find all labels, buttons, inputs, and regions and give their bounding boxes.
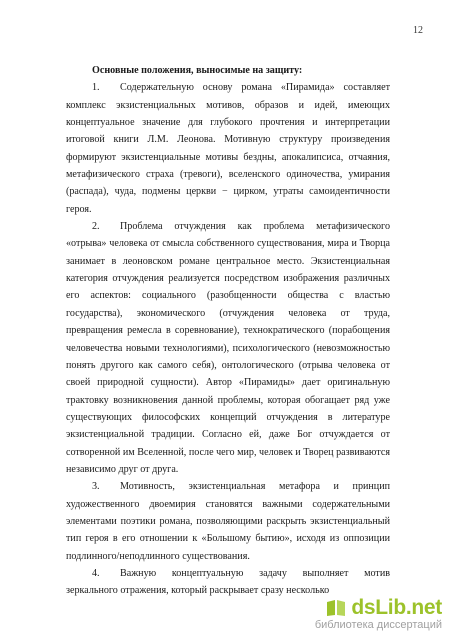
paragraph-number: 1.	[92, 82, 100, 94]
paragraph-3	[66, 478, 390, 565]
paragraph-text: Содержательную основу романа «Пирамида» составляет комплекс экзистенциальных мотивов, образов и идей, имеющих концептуальное значение для глубокого прочтения и интерпретации итоговой книги Л.М. Леонова. Мотивную структуру произведения формируют экзистенциальные мотивы бездны, апокалипсиса, отчаяния, метафизического страха (тревоги), вселенского одиночества, умирания (распада), чуда, подмены церкви − цирком, утраты самоидентичности героя.	[66, 82, 390, 215]
paragraph-2	[66, 218, 390, 478]
paragraph-text: Проблема отчуждения как проблема метафизического «отрыва» человека от смысла собственного существования, мира и Творца занимает в леоновском романе центральное место. Экзистенциальная категория отчуждения реализуется посредством изображения различных его аспектов: социального (разобщенности общества с властью государства), экономического (отчуждения человека от труда, превращения ремесла в соревнование), технократического (порабощения человечества новыми технологиями), психологического (невозможностью понять другого как самого себя), онтологического (отрыва человека от своей природной сущности). Автор «Пирамиды» дает оригинальную трактовку возникновения данной проблемы, которая обогащает ряд уже существующих философских концепций отчуждения в литературе экзистенциальной традиции. Согласно ей, даже Бог отчуждается от сотворенной им Вселенной, после чего мир, человек и Творец развиваются независимо друг от друга.	[66, 221, 390, 475]
watermark[interactable]	[315, 596, 442, 631]
watermark-logo-text: dsLib.net	[351, 596, 442, 619]
watermark-logo	[315, 596, 442, 620]
paragraph-1	[66, 79, 390, 218]
document-body	[66, 62, 390, 600]
page-number: 12	[413, 25, 423, 36]
book-icon	[326, 599, 346, 617]
paragraph-4	[66, 565, 390, 600]
paragraph-number: 4.	[92, 567, 100, 579]
paragraph-number: 2.	[92, 221, 100, 233]
watermark-subtitle: библиотека диссертаций	[314, 619, 442, 631]
paragraph-text: Важную концептуальную задачу выполняет мотив зеркального отражения, который раскрывает сразу несколько	[66, 567, 390, 597]
section-heading: Основные положения, выносимые на защиту:	[92, 65, 303, 76]
paragraph-text: Мотивность, экзистенциальная метафора и принцип художественного двоемирия становятся важными содержательными элементами поэтики романа, позволяющими раскрыть экзистенциальный тип героя в его отношении к «Большому бытию», исходя из оппозиции подлинного/неподлинного существования.	[66, 481, 390, 562]
paragraph-number: 3.	[92, 481, 100, 493]
